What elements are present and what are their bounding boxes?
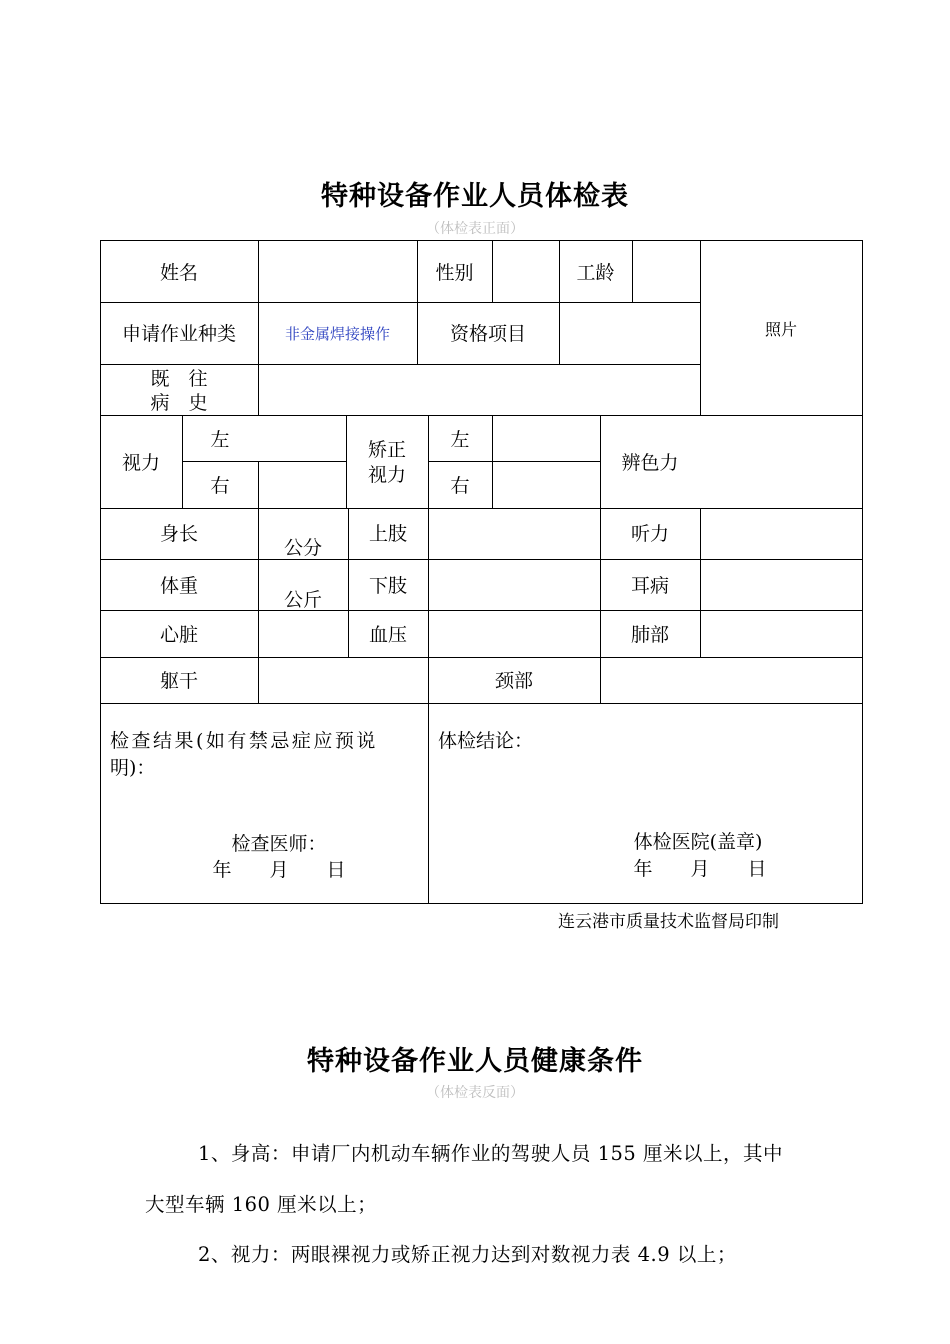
height-label: 身长 [159, 523, 198, 545]
photo-label: 照片 [764, 320, 797, 339]
health-item-1-line2: 大型车辆 160 厘米以上； [145, 1193, 378, 1216]
vision-label: 视力 [121, 452, 160, 474]
blood-pressure-label: 血压 [368, 624, 407, 646]
corrected-right-label: 右 [450, 475, 470, 497]
qualification-label: 资格项目 [449, 323, 526, 345]
name-label: 姓名 [159, 262, 198, 284]
exam-result-label-line2: 明)： [110, 757, 156, 779]
corrected-vision-label-line2: 视力 [367, 464, 406, 486]
job-type-label: 申请作业种类 [121, 323, 236, 345]
weight-label: 体重 [159, 575, 198, 597]
doctor-date: 年 月 日 [212, 859, 346, 881]
health-item-2: 2、视力：两眼裸视力或矫正视力达到对数视力表 4.9 以上； [198, 1243, 737, 1266]
weight-unit: 公斤 [283, 589, 322, 611]
history-label-line1: 既 往 [150, 368, 208, 390]
vision-left-label: 左 [210, 429, 230, 451]
job-type-value: 非金属焊接操作 [284, 325, 390, 343]
history-label-line2: 病 史 [150, 392, 208, 414]
hospital-date: 年 月 日 [633, 858, 767, 880]
trunk-label: 躯干 [159, 670, 198, 692]
back-title: 特种设备作业人员健康条件 [307, 1046, 643, 1077]
vision-right-label: 右 [210, 475, 230, 497]
seniority-label: 工龄 [576, 262, 615, 284]
lung-label: 肺部 [630, 624, 669, 646]
page-title: 特种设备作业人员体检表 [321, 181, 629, 212]
gender-label: 性别 [435, 262, 474, 284]
printer-note: 连云港市质量技术监督局印制 [558, 912, 779, 932]
conclusion-label: 体检结论： [438, 730, 534, 752]
corrected-left-label: 左 [450, 429, 470, 451]
corrected-vision-label-line1: 矫正 [367, 439, 406, 461]
page-subtitle: （体检表正面） [426, 221, 524, 237]
upper-limb-label: 上肢 [368, 523, 407, 545]
height-unit: 公分 [283, 537, 322, 559]
health-item-1-line1: 1、身高：申请厂内机动车辆作业的驾驶人员 155 厘米以上，其中 [198, 1142, 784, 1165]
back-subtitle: （体检表反面） [426, 1085, 524, 1101]
doctor-label: 检查医师： [231, 833, 327, 855]
lower-limb-label: 下肢 [368, 575, 407, 597]
heart-label: 心脏 [159, 624, 198, 646]
hospital-label: 体检医院(盖章) [633, 831, 763, 853]
ear-disease-label: 耳病 [630, 575, 669, 597]
neck-label: 颈部 [494, 670, 533, 692]
exam-result-label-line1: 检查结果(如有禁忌症应预说 [110, 730, 378, 752]
color-vision-label: 辨色力 [621, 452, 679, 474]
hearing-label: 听力 [630, 523, 669, 545]
